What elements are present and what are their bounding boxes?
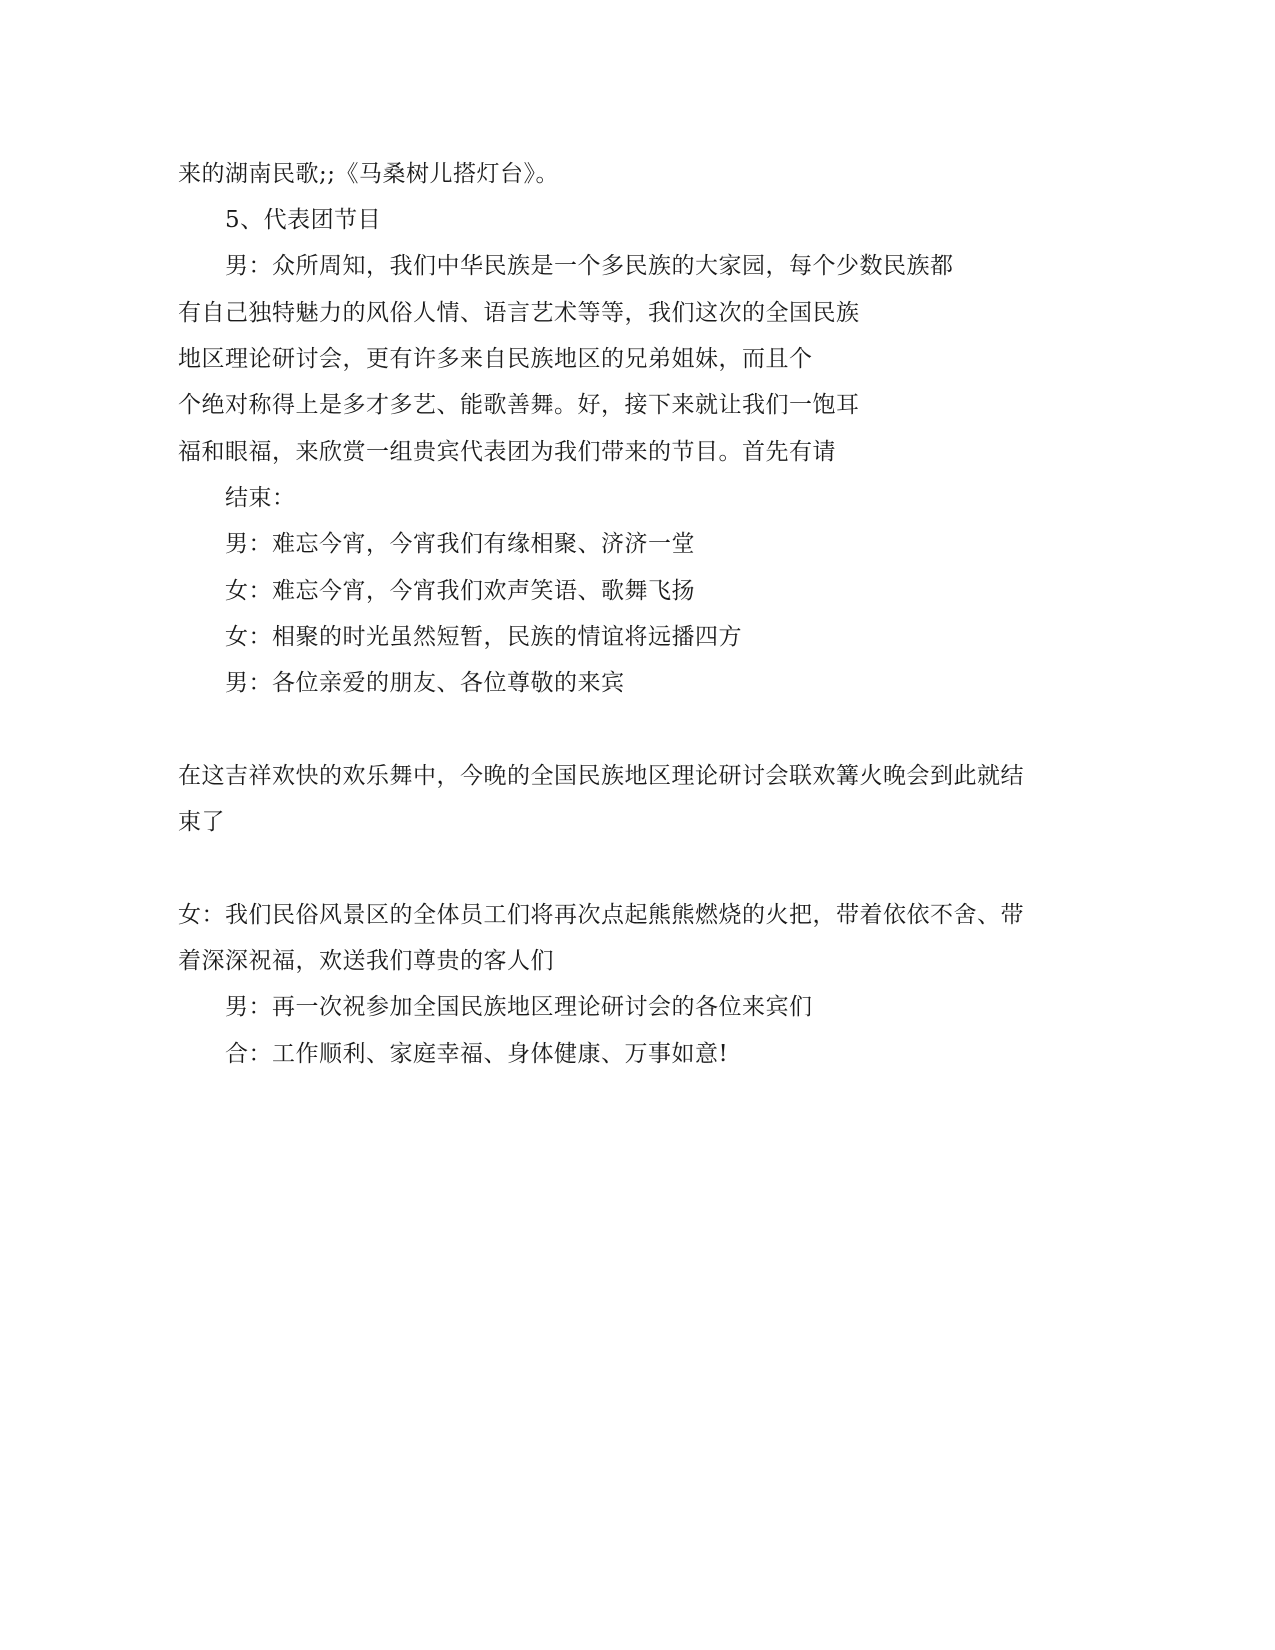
text-line-male-intro: 男：众所周知，我们中华民族是一个多民族的大家园，每个少数民族都	[225, 253, 954, 279]
dialogue-line-female: 女：相聚的时光虽然短暂，民族的情谊将远播四方	[225, 624, 742, 650]
dialogue-line-together: 合：工作顺利、家庭幸福、身体健康、万事如意!	[225, 1041, 729, 1067]
section-heading-ending: 结束：	[225, 485, 296, 511]
dialogue-line-female: 女：难忘今宵，今宵我们欢声笑语、歌舞飞扬	[225, 578, 695, 604]
text-line: 个绝对称得上是多才多艺、能歌善舞。好，接下来就让我们一饱耳	[178, 392, 860, 418]
text-line-closing: 在这吉祥欢快的欢乐舞中，今晚的全国民族地区理论研讨会联欢篝火晚会到此就结	[178, 763, 1024, 789]
text-line: 福和眼福，来欣赏一组贵宾代表团为我们带来的节目。首先有请	[178, 439, 836, 465]
text-line: 有自己独特魅力的风俗人情、语言艺术等等，我们这次的全国民族	[178, 300, 860, 326]
text-line-song-title: 来的湖南民歌;;《马桑树儿搭灯台》。	[178, 161, 559, 187]
dialogue-line-male: 男：再一次祝参加全国民族地区理论研讨会的各位来宾们	[225, 994, 813, 1020]
text-line: 着深深祝福，欢送我们尊贵的客人们	[178, 948, 554, 974]
text-line: 地区理论研讨会，更有许多来自民族地区的兄弟姐妹，而且个	[178, 346, 813, 372]
dialogue-line-female: 女：我们民俗风景区的全体员工们将再次点起熊熊燃烧的火把，带着依依不舍、带	[178, 902, 1024, 928]
section-heading-delegation-program: 5、代表团节目	[225, 207, 382, 233]
dialogue-line-male: 男：难忘今宵，今宵我们有缘相聚、济济一堂	[225, 531, 695, 557]
text-line-closing: 束了	[178, 809, 225, 835]
dialogue-line-male: 男：各位亲爱的朋友、各位尊敬的来宾	[225, 670, 625, 696]
